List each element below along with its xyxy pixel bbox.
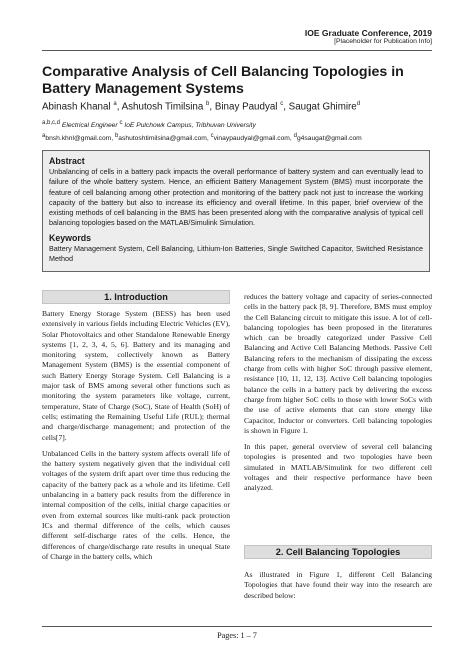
author-name: Binay Paudyal [214,101,278,113]
email-line: $^a$bnsh.khnl@gmail.com, $^b$ashutoshtimilsina@gmail.com, $^c$vinaypaudyal@gmail.com, $^d$g4saugat@gmail.com [42,133,362,143]
body-paragraph: Battery Energy Storage System (BESS) has been used extensively in various fields including Electric Vehicles (EV), Solar Photovoltaics and other Standalone Renewable Energy systems [1, 2, 3, 4, 5, 6]. Battery and its managing and monitoring system, collectively known as Battery Management System (BMS) is the essential component of such Battery Energy Storage System. Cell Balancing is a major task of BMS among several other functions such as monitoring the system parameters like voltage, current, temperature, State of Charge (SoC), State of Health (SoH) of cells; estimating the Remaining Useful Life (RUL); thermal and charge/discharge management; and protection of the cells[7]. [42,309,230,442]
conference-header [305,28,432,46]
abstract-text: Unbalancing of cells in a battery pack impacts the overall performance of battery system and can eventually lead to failure of the whole battery system. Hence, an efficient Battery Management System (BMS) must incorporate the feature of cell balancing among other protection and monitoring of the battery pack not just to increase the working capacity of the battery but also to increase its efficiency and overall lifetime. In this paper, brief overview of the existing methods of cell balancing in the BMS has been presented along with the comparative analysis of typical cell balancing topologies based on the MATLAB/Simulink Simulation. [49,167,423,228]
keywords-heading: Keywords [49,232,92,243]
author-email[interactable]: vinaypaudyal@gmail.com [213,135,290,143]
header-rule [42,50,432,51]
footer-rule [42,626,432,627]
abstract-heading: Abstract [49,156,85,166]
author-list [42,101,442,112]
page-range: Pages: 1 – 7 [217,631,257,640]
author-email[interactable]: bnsh.khnl@gmail.com [45,135,112,143]
email-mark: a [42,133,46,140]
author-name: Saugat Ghimire [288,101,357,113]
author-mark: c [280,101,284,107]
publication-placeholder: [Placeholder for Publication Info] [334,38,432,46]
author-email[interactable]: g4saugat@gmail.com [296,135,362,143]
author-mark: a [113,101,117,107]
paper-title: Comparative Analysis of Cell Balancing Topologies in Battery Management Systems [42,64,404,97]
author-separator: , [116,101,122,113]
affiliation-line [42,118,442,131]
left-column [42,309,230,567]
email-mark: c [210,133,214,140]
body-paragraph: reduces the battery voltage and capacity of series-connected cells in the battery pack [8, 9]. Therefore, BMS must employ the Cell Balancing circuit to mitigate this issue. A lot of cell-balancing topologies has been proposed in the literatures which can be broadly categorized under Passive Cell Balancing and Active Cell Balancing Methods. Passive Cell Balancing refers to the mechanism of dissipating the excess charge from cells with higher SoC through passive element, resistance [10, 11, 12, 13]. Active Cell balancing topologies balance the cells in a battery pack by delivering the excess charge from higher SoC cells to those with lower SoCs with the use of active elements that can store energy like Capacitor, Inductor or converters. Cell balancing topologies is shown in Figure 1. [244,292,432,435]
body-paragraph: Unbalanced Cells in the battery system affects overall life of the battery system negatively given that the individual cell voltages of the system drift apart over time thus reducing the capacity of the battery pack as a whole and its lifetime. Cell unbalancing in a battery pack results from the difference in internal composition of the cells, initial charge capacities or even from external sources like multi-rank pack protection ICs and thermal difference of the cells, which causes different self-discharge rates of the cells. Hence, the differences of charge/discharge rate results in unequal State of Charge in the battery cells, which [42,448,230,561]
author-mark: d [356,101,361,107]
author-name: Abinash Khanal [42,101,111,113]
abstract-box [42,150,430,272]
affiliations [42,118,442,144]
author-mark: b [206,101,210,107]
author-email[interactable]: ashutoshtimilsina@gmail.com [118,135,207,143]
conference-name: IOE Graduate Conference, 2019 [304,28,432,38]
body-paragraph: In this paper, general overview of several cell balancing topologies is presented and two topologies have been simulated in MATLAB/Simulink for two different cell voltages and their respective performance have been analyzed. [244,442,432,493]
affiliation-marks: a,b,c,d [42,120,61,126]
affiliation-dept: Electrical Engineer [61,122,118,130]
right-column-lower [244,570,432,606]
keywords-text: Battery Management System, Cell Balancing, Lithium-Ion Batteries, Single Switched Capacitor, Switched Resistance Method [49,243,423,264]
right-column [244,292,432,499]
author-separator: , [209,101,215,113]
author-separator: , [283,101,289,113]
affiliation-campus: IoE Pulchowk Campus, Tribhuvan University [124,122,256,130]
affiliation-mark: c [119,120,123,126]
email-mark: d [293,133,297,140]
section-heading-topologies: 2. Cell Balancing Topologies [244,545,432,559]
author-name: Ashutosh Timilsina [121,101,204,113]
body-paragraph: As illustrated in Figure 1, different Cell Balancing Topologies that have found their way into the research are described below: [244,570,432,600]
email-mark: b [114,133,119,140]
section-heading-introduction: 1. Introduction [42,290,230,304]
